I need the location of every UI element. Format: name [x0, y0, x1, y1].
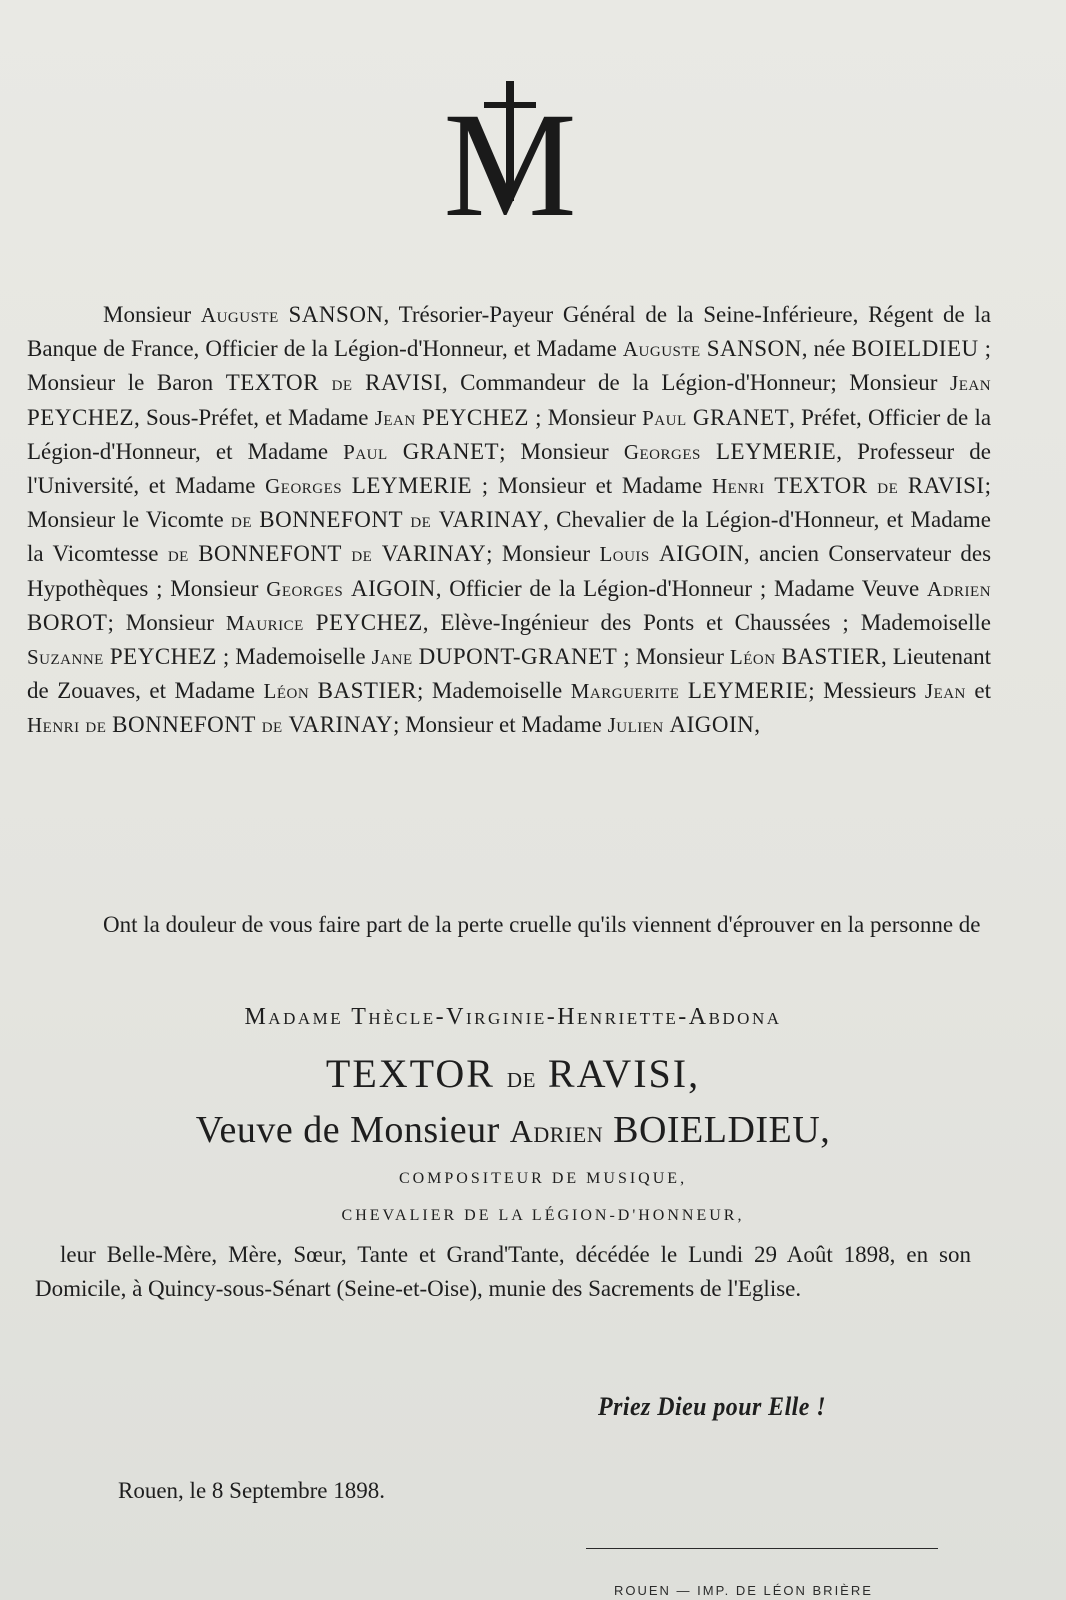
text: ; Monsieur et Madame: [472, 473, 703, 499]
surname: BOIELDIEU: [851, 336, 979, 362]
text: , Elève-Ingénieur des Ponts et Chaussées ; Mademoiselle: [422, 609, 991, 635]
surname: PEYCHEZ: [421, 404, 529, 430]
first-name: Georges: [623, 439, 701, 464]
surname: BONNEFONT: [112, 712, 256, 738]
text: , Officier de la Légion-d'Honneur ; Madame Veuve: [435, 575, 920, 601]
text: , née: [801, 336, 846, 362]
widow-prefix: Veuve de Monsieur: [195, 1109, 500, 1151]
husband-title-1: COMPOSITEUR DE MUSIQUE,: [398, 1170, 688, 1187]
first-name: Jane: [371, 645, 413, 670]
surname: LEYMERIE: [687, 678, 809, 704]
husband-first-name: Adrien: [509, 1113, 604, 1149]
first-name: Paul: [343, 439, 388, 464]
deceased-title: Madame Thècle-Virginie-Henriette-Abdona: [244, 1004, 782, 1030]
surname: RAVISI: [365, 370, 442, 396]
first-name: Jean: [950, 371, 992, 396]
text: ; Monsieur le Baron: [27, 336, 992, 396]
surname: TEXTOR: [774, 473, 868, 499]
particle: de: [85, 713, 107, 738]
surname: AIGOIN: [669, 712, 755, 738]
surname: LEYMERIE: [715, 438, 837, 464]
first-name: Marguerite: [570, 679, 680, 704]
husband-surname: BOIELDIEU,: [613, 1109, 831, 1151]
particle: de: [230, 508, 252, 533]
text: ; Monsieur: [528, 404, 636, 430]
text: ; Messieurs: [808, 678, 917, 704]
place-date: Rouen, le 8 Septembre 1898.: [118, 1478, 386, 1503]
text: , Chevalier de la Légion-d'Honneur, et Madame la Vicomtesse: [27, 507, 992, 567]
widow-line: [0, 1108, 1046, 1152]
first-name: Auguste: [200, 303, 279, 327]
printer-imprint: ROUEN — IMP. DE LÉON BRIÈRE: [614, 1583, 873, 1598]
text: ; Monsieur: [486, 541, 591, 567]
husband-title-2: CHEVALIER DE LA LÉGION-D'HONNEUR,: [341, 1207, 745, 1224]
first-name: Jean: [374, 405, 416, 430]
text: et: [974, 678, 992, 704]
text: ; Monsieur et Madame: [392, 712, 602, 738]
first-name: Léon: [729, 645, 776, 670]
announcers-paragraph: [27, 298, 991, 743]
first-name: Léon: [263, 679, 310, 704]
death-notice-text: leur Belle-Mère, Mère, Sœur, Tante et Grand'Tante, décédée le Lundi 29 Août 1898, en son Domicile, à Quincy-sous-Sénart (Seine-et-Oise), munie des Sacrements de l'Eglise.: [35, 1242, 971, 1301]
surname: SANSON: [706, 336, 802, 362]
first-name: Georges: [266, 576, 344, 601]
surname: BOROT: [27, 609, 108, 635]
text: , Préfet, Officier de la Légion-d'Honneur, et Madame: [27, 404, 992, 464]
monogram-letter: M: [443, 82, 577, 228]
surname: PEYCHEZ: [315, 609, 423, 635]
surname: LEYMERIE: [351, 473, 473, 499]
text: , ancien Conservateur des Hypothèques ; Monsieur: [27, 541, 992, 601]
deceased-surname: TEXTOR: [325, 1051, 495, 1096]
text: ; Monsieur: [107, 609, 214, 635]
text: , Trésorier-Payeur Général de la Seine-Inférieure, Régent de la Banque de France, Officier de la Légion-d'Honneur, et Madame: [27, 302, 992, 362]
text: ; Mademoiselle: [417, 678, 563, 704]
text: ,: [754, 712, 760, 738]
text: Monsieur: [103, 302, 192, 327]
text: , Professeur de l'Université, et Madame: [27, 438, 991, 499]
surname: BONNEFONT: [259, 507, 404, 533]
surname: DUPONT-GRANET: [418, 644, 618, 670]
text: ; Monsieur le Vicomte: [27, 473, 991, 533]
first-name: Henri: [711, 474, 765, 499]
printer-divider: [586, 1548, 938, 1549]
deceased-particle: de: [506, 1061, 536, 1094]
surname: GRANET: [692, 404, 790, 430]
cross-over-m-icon: [440, 78, 590, 228]
first-name: Adrien: [927, 576, 992, 601]
surname: BASTIER: [781, 644, 881, 670]
surname: VARINAY: [288, 712, 393, 738]
first-name: Louis: [599, 542, 650, 567]
surname: BASTIER: [317, 678, 418, 704]
surname: BONNEFONT: [198, 541, 342, 567]
text: ; Monsieur: [499, 438, 609, 464]
surname: SANSON: [288, 302, 384, 327]
surname: VARINAY: [438, 507, 544, 533]
first-name: Jean: [924, 679, 966, 704]
surname: VARINAY: [381, 541, 487, 567]
first-name: Suzanne: [27, 645, 104, 670]
prayer-line: Priez Dieu pour Elle !: [598, 1392, 827, 1421]
surname: AIGOIN: [659, 541, 744, 567]
deceased-name: [0, 1050, 1046, 1097]
surname: PEYCHEZ: [27, 404, 134, 430]
particle: de: [877, 474, 899, 499]
particle: de: [167, 542, 189, 567]
text: , Lieutenant de Zouaves, et Madame: [27, 644, 992, 704]
particle: de: [261, 713, 283, 738]
particle: de: [331, 371, 353, 396]
first-name: Julien: [607, 713, 664, 738]
surname: GRANET: [402, 438, 500, 464]
text: ; Monsieur: [617, 644, 724, 670]
first-name: Paul: [642, 405, 687, 430]
surname: RAVISI: [907, 473, 985, 499]
surname: AIGOIN: [350, 575, 436, 601]
particle: de: [410, 508, 432, 533]
first-name: Maurice: [225, 610, 304, 635]
surname: PEYCHEZ: [109, 644, 217, 670]
first-name: Auguste: [622, 337, 701, 362]
announcement-text: Ont la douleur de vous faire part de la perte cruelle qu'ils viennent d'éprouver en la personne de: [103, 912, 981, 937]
text: ; Mademoiselle: [216, 644, 366, 670]
particle: de: [351, 542, 373, 567]
text: , Commandeur de la Légion-d'Honneur; Monsieur: [441, 370, 938, 396]
text: , Sous-Préfet, et Madame: [134, 404, 369, 430]
first-name: Henri: [27, 713, 80, 738]
deceased-surname-2: RAVISI,: [547, 1051, 701, 1096]
surname: TEXTOR: [225, 370, 319, 396]
first-name: Georges: [265, 474, 343, 499]
